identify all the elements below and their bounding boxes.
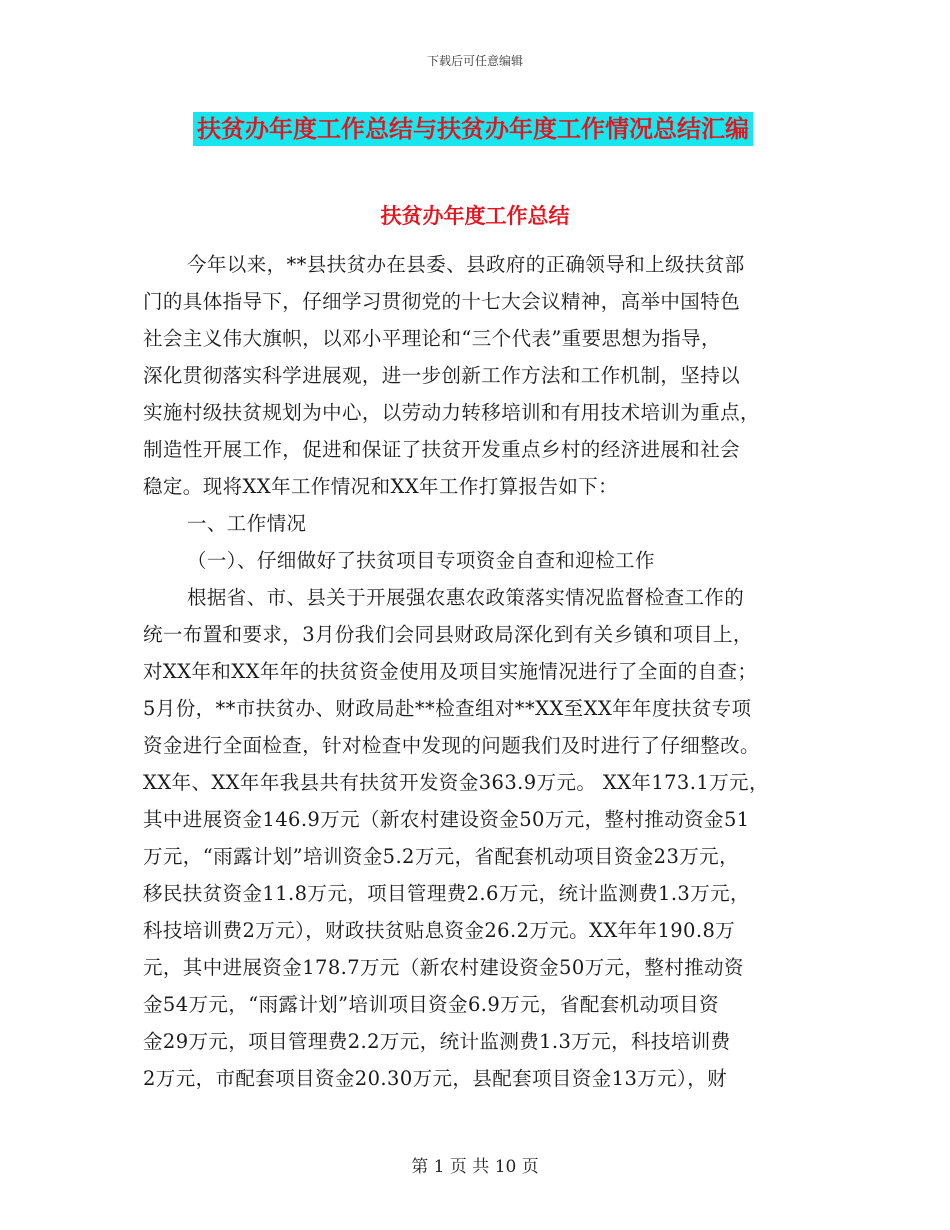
paragraph-line: 今年以来，**县扶贫办在县委、县政府的正确领导和上级扶贫部 <box>187 253 745 276</box>
heading-line: 一、工作情况 <box>187 512 307 535</box>
paragraph-line: 其中进展资金146.9万元（新农村建设资金50万元，整村推动资金51 <box>143 808 750 831</box>
subheading-line: （一）、仔细做好了扶贫项目专项资金自查和迎检工作 <box>187 549 655 572</box>
page-header: 下载后可任意编辑 <box>426 54 523 68</box>
paragraph-line: 科技培训费2万元），财政扶贫贴息资金26.2万元。XX年年190.8万 <box>143 919 736 942</box>
paragraph-line: 深化贯彻落实科学进展观，进一步创新工作方法和工作机制，坚持以 <box>143 364 741 387</box>
section-title: 扶贫办年度工作总结 <box>380 204 570 228</box>
paragraph-line: XX年、XX年年我县共有扶贫开发资金363.9万元。 XX年173.1万元， <box>143 771 769 794</box>
paragraph-line: 社会主义伟大旗帜，以邓小平理论和“三个代表”重要思想为指导， <box>143 327 721 350</box>
paragraph-line: 万元，“雨露计划”培训资金5.2万元，省配套机动项目资金23万元， <box>143 845 739 868</box>
paragraph-line: 元，其中进展资金178.7万元（新农村建设资金50万元，整村推动资 <box>143 956 744 979</box>
paragraph-line: 金54万元，“雨露计划”培训项目资金6.9万元，省配套机动项目资 <box>143 993 720 1016</box>
paragraph-line: 5月份，**市扶贫办、财政局赴**检查组对**XX至XX年年度扶贫专项 <box>143 697 752 720</box>
paragraph-line: 金29万元，项目管理费2.2万元，统计监测费1.3万元，科技培训费 <box>143 1030 731 1053</box>
paragraph-line: 制造性开展工作，促进和保证了扶贫开发重点乡村的经济进展和社会 <box>143 438 741 461</box>
paragraph-line: 实施村级扶贫规划为中心，以劳动力转移培训和有用技术培训为重点， <box>143 401 760 424</box>
paragraph-line: 移民扶贫资金11.8万元，项目管理费2.6万元，统计监测费1.3万元， <box>143 882 750 905</box>
page-footer: 第 1 页 共 10 页 <box>411 1157 539 1177</box>
paragraph-line: 对XX年和XX年年的扶贫资金使用及项目实施情况进行了全面的自查； <box>143 660 758 683</box>
paragraph-line: 2万元，市配套项目资金20.30万元，县配套项目资金13万元），财 <box>143 1067 727 1090</box>
paragraph-line: 根据省、市、县关于开展强农惠农政策落实情况监督检查工作的 <box>187 586 745 609</box>
document-title: 扶贫办年度工作总结与扶贫办年度工作情况总结汇编 <box>193 112 753 146</box>
body-text <box>143 246 823 1097</box>
paragraph-line: 资金进行全面检查，针对检查中发现的问题我们及时进行了仔细整改。 <box>143 734 760 757</box>
paragraph-line: 统一布置和要求，3月份我们会同县财政局深化到有关乡镇和项目上， <box>143 623 753 646</box>
paragraph-line: 门的具体指导下，仔细学习贯彻党的十七大会议精神，高举中国特色 <box>143 290 741 313</box>
paragraph-line: 稳定。现将XX年工作情况和XX年工作打算报告如下： <box>143 475 619 498</box>
